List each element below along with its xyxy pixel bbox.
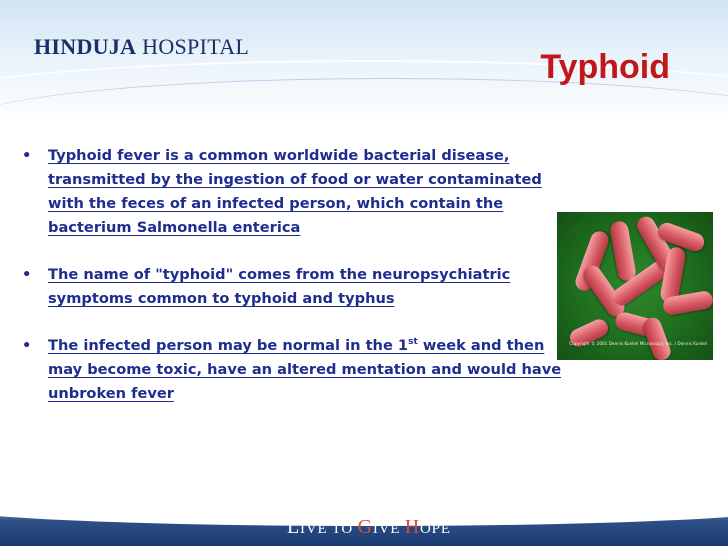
tagline-cap: G	[357, 516, 373, 538]
bullet-text[interactable]: The name of "typhoid" comes from the neuropsychiatric symptoms common to typhoid and typhus	[48, 266, 511, 307]
bullet-dot: •	[22, 337, 32, 354]
salmonella-micrograph-image	[557, 212, 713, 360]
tagline-word: IVE	[372, 521, 401, 537]
bullet-dot: •	[22, 147, 32, 164]
bullet-item	[22, 144, 562, 240]
bullet-item	[22, 334, 562, 406]
bullet-text[interactable]	[48, 337, 561, 402]
tagline-cap: L	[287, 516, 301, 538]
image-copyright-caption: Copyright © 2001 Dennis Kunkel Microscopy, Inc. / Dennis Kunkel	[569, 341, 707, 346]
tagline-cap: H	[404, 516, 421, 538]
bullet-dot: •	[22, 266, 32, 283]
hospital-logo	[34, 34, 249, 60]
bullet-text-part: week and then may become toxic, have an altered mentation and would have unbroken fever	[48, 337, 562, 402]
slide-footer	[0, 508, 728, 546]
bullet-item	[22, 263, 562, 311]
ordinal-superscript: st	[408, 337, 418, 348]
bullet-text-part: The infected person may be normal in the 1	[48, 337, 409, 354]
tagline-word: IVE	[300, 521, 328, 537]
tagline-word: OPE	[420, 521, 451, 537]
logo-text: HOSPITAL	[142, 34, 250, 59]
footer-tagline	[287, 516, 451, 539]
bullet-list	[22, 144, 562, 429]
logo-bold-text: HINDUJA	[34, 34, 137, 59]
tagline-word: TO	[331, 521, 354, 537]
bullet-text[interactable]: Typhoid fever is a common worldwide bacterial disease, transmitted by the ingestion of food or water contaminated with the feces of an infected person, which contain the bacterium Salmonella enterica	[48, 147, 542, 236]
slide-header	[0, 0, 728, 122]
slide-title: Typhoid	[540, 48, 670, 86]
